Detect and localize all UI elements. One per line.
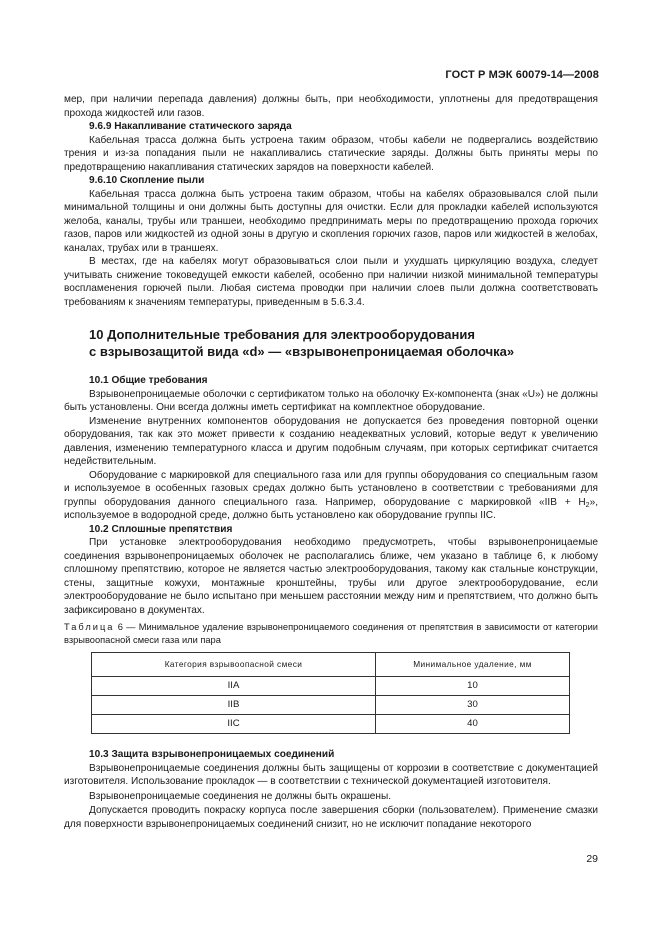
- heading-10-2: 10.2 Сплошные препятствия: [89, 523, 233, 535]
- paragraph: Изменение внутренних компонентов оборудования не допускается без проведения повторной оценки оборудования, так как это может привести к созданию неадекватных условий, которые ведут к увеличению давления, изменению температурного класса и другим подобным случаям, при которых сертификат считается недействительным.: [64, 415, 598, 467]
- table-cell: 10: [376, 677, 570, 696]
- table-cell: 30: [376, 696, 570, 715]
- subscript: 2: [585, 501, 590, 509]
- table-caption: [64, 621, 598, 646]
- document-body: [64, 93, 598, 831]
- text-run: Оборудование с маркировкой для специального газа или для группы оборудования со специальным газом и используемое в особенных газовых средах должно быть установлено в соответствии с требованиями для группы оборудования данного специального газа. Например, оборудование с маркировкой «IIB + H: [64, 469, 598, 508]
- table-row: [92, 677, 570, 696]
- table-cell: IIA: [92, 677, 376, 696]
- table-6: [91, 652, 570, 734]
- paragraph-continuation: мер, при наличии перепада давления) должны быть, при необходимости, уплотнены для предотвращения прохода жидкостей или газов.: [64, 94, 598, 119]
- table-caption-text: 6 — Минимальное удаление взрывонепроницаемого соединения от препятствия в зависимости от категории взрывоопасной смеси газа или пара: [64, 622, 598, 645]
- document-header: ГОСТ Р МЭК 60079-14—2008: [445, 69, 599, 81]
- paragraph: Допускается проводить покраску корпуса после завершения сборки (пользователем). Применение смазки для поверхности взрывонепроницаемых соединений снизит, но не исключит попадание некоторого: [64, 805, 598, 830]
- text-run: », используемое в водородной среде, должно быть установлено как оборудование группы IIC.: [64, 496, 598, 521]
- heading-10-1: 10.1 Общие требования: [89, 375, 208, 386]
- column-header: Категория взрывоопасной смеси: [92, 653, 376, 677]
- paragraph: Кабельная трасса должна быть устроена таким образом, чтобы на кабелях образовывался слой пыли минимальной толщины и они должны быть доступны для очистки. Если для прокладки кабелей используются желоба, каналы, трубы или траншеи, необходимо предпринимать меры по предотвращению прохода горючих газов, паров или жидкостей из одной зоны в другую и скопления горючих газов, паров или жидкостей в желобах, каналах, трубах или в траншеях.: [64, 188, 598, 254]
- heading-line: с взрывозащитой вида «d» — «взрывонепроницаемая оболочка»: [89, 343, 515, 359]
- paragraph: Взрывонепроницаемые оболочки с сертификатом только на оболочку Ex-компонента (знак «U») не должны быть установлены. Они всегда должны иметь сертификат на комплектное оборудование.: [64, 388, 598, 413]
- heading-9-6-9: 9.6.9 Накапливание статического заряда: [89, 121, 292, 132]
- paragraph: Кабельная трасса должна быть устроена таким образом, чтобы кабели не подвергались воздействию трения и из-за попадания пыли не накапливались статические заряды. Должны быть приняты меры по предотвращению накапливания статических зарядов на поверхности кабелей.: [64, 134, 598, 173]
- table-header-row: [92, 653, 570, 677]
- table-row: [92, 715, 570, 734]
- heading-10-3: 10.3 Защита взрывонепроницаемых соединений: [89, 749, 335, 760]
- table-cell: IIC: [92, 715, 376, 734]
- paragraph: При установке электрооборудования необходимо предусмотреть, чтобы взрывонепроницаемые соединения взрывонепроницаемых оболочек не располагались ближе, чем указано в таблице 6, к любому сплошному препятствию, которое не является частью электрооборудования, такому как стальные конструкции, стены, защитные кожухи, монтажные кронштейны, трубы или другое электрооборудование, если электрооборудование не было испытано при меньшем расстоянии между ним и препятствием, что должно быть зафиксировано в документах.: [64, 537, 598, 616]
- table-label: Таблица: [64, 622, 115, 632]
- table-cell: 40: [376, 715, 570, 734]
- paragraph: Взрывонепроницаемые соединения не должны быть окрашены.: [89, 790, 392, 802]
- page-number: 29: [586, 853, 598, 865]
- table-row: [92, 696, 570, 715]
- table-cell: IIB: [92, 696, 376, 715]
- column-header: Минимальное удаление, мм: [376, 653, 570, 677]
- paragraph: [64, 469, 598, 523]
- paragraph: Взрывонепроницаемые соединения должны быть защищены от коррозии в соответствие с документацией изготовителя. Использование прокладок — в соответствии с технической документацией изготовителя.: [64, 762, 598, 787]
- heading-line: 10 Дополнительные требования для электрооборудования: [89, 327, 475, 342]
- heading-section-10: [89, 327, 598, 360]
- heading-9-6-10: 9.6.10 Скопление пыли: [89, 175, 205, 186]
- paragraph: В местах, где на кабелях могут образовываться слои пыли и ухудшать циркуляцию воздуха, следует учитывать снижение токоведущей емкости кабелей, особенно при наличии низкой минимальной температуры воспламенения горючей пыли. Любая система проводки при наличии слоев пыли должна соответствовать требованиям к значениям температуры, приведенным в 5.6.3.4.: [64, 256, 598, 308]
